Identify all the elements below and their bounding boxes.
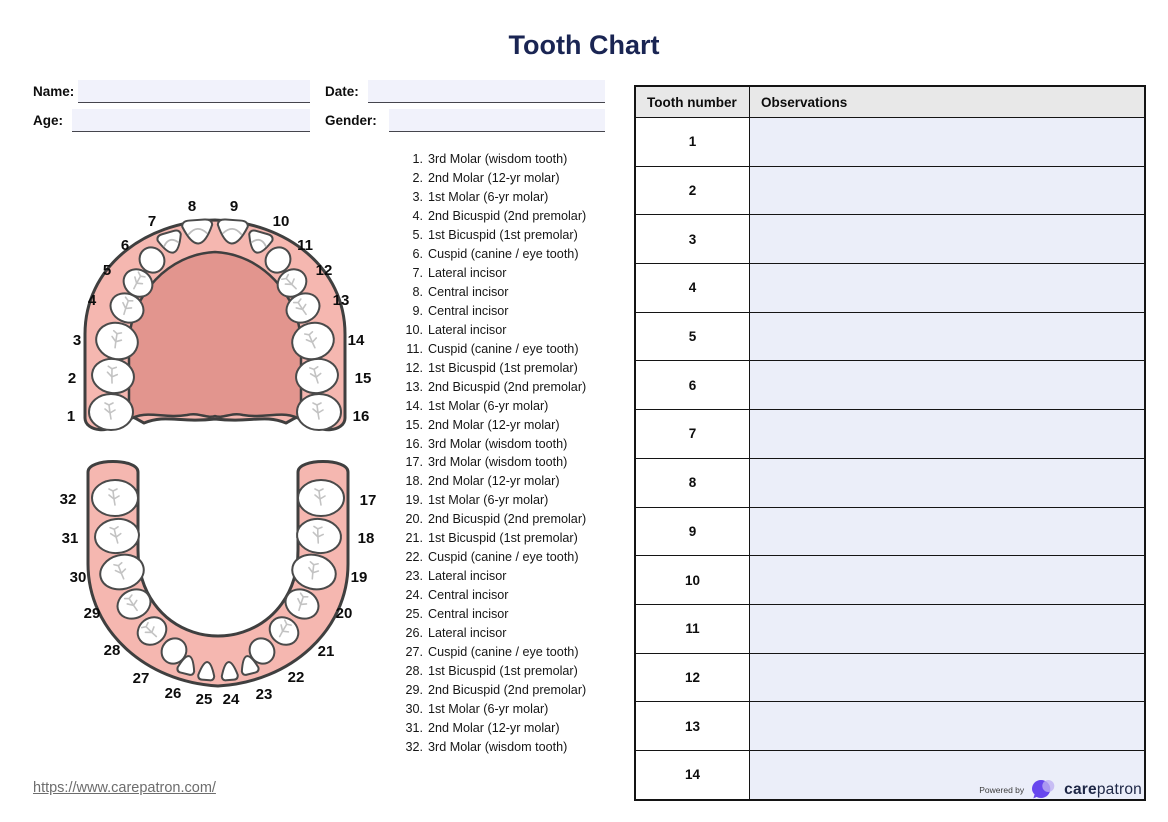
tooth-list-number: 3. [412,190,423,205]
tooth-list-number: 23. [405,569,423,584]
tooth-number-label: 17 [359,492,377,509]
tooth-list-name: 3rd Molar (wisdom tooth) [428,152,568,167]
page-title: Tooth Chart [508,30,660,60]
tooth-number-label: 8 [187,198,197,215]
table-row [635,507,1145,556]
tooth-list-name: 1st Bicuspid (1st premolar) [428,360,578,375]
tooth-list-item [396,453,636,472]
tooth-list-item [396,548,636,567]
tooth-list-name: Central incisor [428,588,509,603]
observation-cell[interactable] [750,215,1146,264]
tooth-list-item [396,434,636,453]
observation-cell[interactable] [750,312,1146,361]
tooth-list-number: 18. [405,474,423,489]
tooth-list-name: Lateral incisor [428,625,507,640]
tooth-list-number: 2. [412,171,423,186]
upper-arch-diagram [55,192,375,442]
tooth-list-name: Cuspid (canine / eye tooth) [428,644,579,659]
tooth-list-number: 24. [405,588,423,603]
tooth-list-item [396,737,636,756]
age-field[interactable] [72,109,310,132]
table-row [635,118,1145,167]
tooth-list-item [396,207,636,226]
tooth-list-name: Central incisor [428,285,509,300]
observation-cell[interactable] [750,702,1146,751]
tooth-list-name: 3rd Molar (wisdom tooth) [428,739,568,754]
tooth-number-cell: 1 [635,118,750,167]
tooth-list-item [396,472,636,491]
tooth-list-item [396,302,636,321]
tooth-number-label: 31 [61,530,79,547]
tooth-list-item [396,623,636,642]
tooth-list-item [396,605,636,624]
tooth-list-item [396,586,636,605]
observation-cell[interactable] [750,556,1146,605]
lower-arch-diagram [55,452,385,712]
tooth-list-name: 2nd Molar (12-yr molar) [428,417,560,432]
table-header-row [635,86,1145,118]
tooth-list-item [396,226,636,245]
powered-by-label: Powered by [979,785,1025,795]
table-row [635,312,1145,361]
tooth-list-number: 6. [412,247,423,262]
gender-label: Gender: [325,113,377,128]
tooth-number-cell: 7 [635,410,750,459]
tooth-shape [89,394,133,430]
tooth-list-item [396,358,636,377]
tooth-list-number: 20. [405,512,423,527]
tooth-number-label: 26 [164,685,182,702]
tooth-list-number: 27. [405,644,423,659]
tooth-number-cell: 11 [635,604,750,653]
tooth-number-label: 14 [347,332,365,349]
tooth-list-number: 14. [405,398,423,413]
tooth-list-item [396,680,636,699]
tooth-list-number: 19. [405,493,423,508]
tooth-number-label: 30 [69,569,87,586]
tooth-number-label: 28 [103,642,121,659]
observation-cell[interactable] [750,653,1146,702]
tooth-number-label: 11 [297,237,313,254]
tooth-list-number: 1. [412,152,423,167]
tooth-list-name: 1st Bicuspid (1st premolar) [428,228,578,243]
tooth-list-item [396,396,636,415]
table-row [635,653,1145,702]
tooth-number-label: 27 [132,670,150,687]
tooth-number-label: 12 [315,262,333,279]
tooth-list-name: 1st Bicuspid (1st premolar) [428,663,578,678]
tooth-list-number: 30. [405,701,423,716]
tooth-number-label: 3 [72,332,82,349]
tooth-list-item [396,188,636,207]
table-row [635,264,1145,313]
tooth-number-label: 7 [147,213,157,230]
table-row [635,458,1145,507]
tooth-list-name: 2nd Molar (12-yr molar) [428,171,560,186]
age-label: Age: [33,113,63,128]
tooth-number-label: 18 [357,530,375,547]
tooth-list-name: 1st Molar (6-yr molar) [428,493,549,508]
observation-cell[interactable] [750,166,1146,215]
tooth-number-label: 10 [272,213,290,230]
tooth-list-item [396,567,636,586]
tooth-list-name: Lateral incisor [428,569,507,584]
tooth-shape [298,480,344,516]
tooth-list-item [396,718,636,737]
tooth-list-item [396,245,636,264]
tooth-list-number: 25. [405,606,423,621]
tooth-list-name: 2nd Bicuspid (2nd premolar) [428,512,587,527]
tooth-list-item [396,661,636,680]
observation-cell[interactable] [750,118,1146,167]
tooth-list-item [396,339,636,358]
tooth-list-item [396,510,636,529]
brand-care: care [1064,781,1097,798]
powered-by-block [979,778,1142,802]
tooth-number-label: 29 [83,605,101,622]
tooth-list-number: 8. [412,285,423,300]
tooth-list-name: Lateral incisor [428,322,507,337]
date-label: Date: [325,84,359,99]
tooth-list-name: Cuspid (canine / eye tooth) [428,550,579,565]
tooth-list-name: 1st Molar (6-yr molar) [428,190,549,205]
brand-wordmark [1064,781,1142,799]
tooth-number-cell: 8 [635,458,750,507]
tooth-number-label: 23 [255,686,273,703]
tooth-list-name: 3rd Molar (wisdom tooth) [428,455,568,470]
tooth-list-number: 13. [405,379,423,394]
tooth-number-cell: 12 [635,653,750,702]
tooth-list-item [396,283,636,302]
tooth-list-number: 17. [405,455,423,470]
tooth-number-cell: 13 [635,702,750,751]
gender-field[interactable] [389,109,605,132]
brand-patron: patron [1096,781,1142,798]
observation-cell[interactable] [750,361,1146,410]
tooth-list-item [396,150,636,169]
table-row [635,702,1145,751]
tooth-list-number: 15. [405,417,423,432]
tooth-list-name: Central incisor [428,606,509,621]
tooth-number-label: 24 [222,691,240,708]
tooth-list-number: 32. [405,739,423,754]
tooth-list-number: 16. [405,436,423,451]
footer-url-link[interactable]: https://www.carepatron.com/ [33,780,216,796]
tooth-list-number: 21. [405,531,423,546]
observation-cell[interactable] [750,264,1146,313]
name-field[interactable] [78,80,310,103]
tooth-list-name: 2nd Molar (12-yr molar) [428,474,560,489]
tooth-number-label: 20 [335,605,353,622]
table-row [635,361,1145,410]
observation-cell[interactable] [750,604,1146,653]
tooth-number-cell: 5 [635,312,750,361]
tooth-number-header: Tooth number [635,86,750,118]
tooth-list-number: 7. [412,266,423,281]
tooth-list-number: 5. [412,228,423,243]
tooth-number-cell: 6 [635,361,750,410]
tooth-number-label: 4 [87,292,97,309]
tooth-shape [92,480,138,516]
observation-cell[interactable] [750,458,1146,507]
tooth-list-item [396,699,636,718]
tooth-number-cell: 2 [635,166,750,215]
tooth-list-number: 28. [405,663,423,678]
tooth-list-number: 31. [405,720,423,735]
tooth-list-item [396,415,636,434]
table-row [635,215,1145,264]
tooth-list-name: 3rd Molar (wisdom tooth) [428,436,568,451]
tooth-list-name: Cuspid (canine / eye tooth) [428,341,579,356]
tooth-list-item [396,377,636,396]
observation-cell[interactable] [750,410,1146,459]
tooth-list-name: 2nd Bicuspid (2nd premolar) [428,379,587,394]
tooth-number-label: 32 [59,491,77,508]
table-row [635,556,1145,605]
tooth-list-number: 26. [405,625,423,640]
tooth-list-name: 1st Molar (6-yr molar) [428,701,549,716]
table-row [635,410,1145,459]
observations-table [634,85,1146,801]
tooth-list-name: 1st Bicuspid (1st premolar) [428,531,578,546]
tooth-number-cell: 9 [635,507,750,556]
tooth-number-cell: 3 [635,215,750,264]
tooth-list-number: 22. [405,550,423,565]
date-field[interactable] [368,80,605,103]
tooth-list-number: 10. [405,322,423,337]
tooth-number-label: 2 [67,370,77,387]
tooth-list-item [396,264,636,283]
tooth-list-number: 4. [412,209,423,224]
tooth-number-label: 9 [229,198,239,215]
tooth-list-item [396,320,636,339]
tooth-number-label: 6 [120,237,130,254]
tooth-number-label: 21 [317,643,335,660]
carepatron-logo-icon [1031,778,1057,802]
tooth-number-label: 19 [350,569,368,586]
tooth-list-name: 1st Molar (6-yr molar) [428,398,549,413]
tooth-number-label: 5 [102,262,112,279]
tooth-list-number: 11. [406,341,423,356]
tooth-list-number: 12. [405,360,423,375]
tooth-number-cell: 4 [635,264,750,313]
tooth-list-number: 9. [412,303,423,318]
observation-cell[interactable] [750,507,1146,556]
tooth-number-label: 22 [287,669,305,686]
tooth-list-name: Central incisor [428,303,509,318]
tooth-list-item [396,529,636,548]
tooth-name-list [396,150,636,756]
table-row [635,166,1145,215]
tooth-list-name: 2nd Bicuspid (2nd premolar) [428,209,587,224]
tooth-number-label: 1 [66,408,76,425]
tooth-list-name: 2nd Molar (12-yr molar) [428,720,560,735]
name-label: Name: [33,84,75,99]
tooth-number-label: 25 [195,691,213,708]
tooth-list-item [396,491,636,510]
tooth-number-label: 16 [352,408,370,425]
tooth-list-item [396,169,636,188]
tooth-number-label: 15 [354,370,372,387]
table-row [635,604,1145,653]
tooth-shape [297,394,341,430]
tooth-number-cell: 10 [635,556,750,605]
tooth-list-name: Lateral incisor [428,266,507,281]
tooth-list-item [396,642,636,661]
tooth-number-cell: 14 [635,750,750,799]
tooth-number-label: 13 [332,292,350,309]
tooth-list-number: 29. [405,682,423,697]
tooth-list-name: Cuspid (canine / eye tooth) [428,247,579,262]
tooth-list-name: 2nd Bicuspid (2nd premolar) [428,682,587,697]
observations-header: Observations [750,86,1146,118]
